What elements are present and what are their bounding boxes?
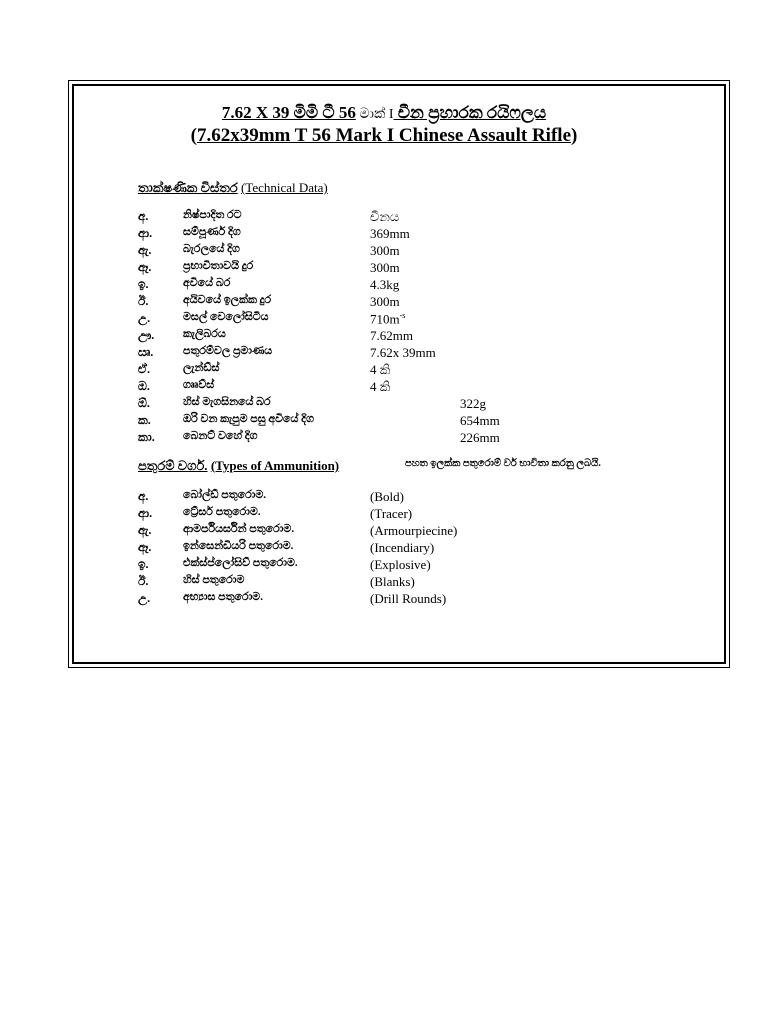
technical-heading-en: (Technical Data) xyxy=(240,180,328,195)
technical-row-value: $710m^{-s}$ xyxy=(370,311,406,327)
title-english-open: ( xyxy=(190,125,197,146)
ammunition-row-number: අ. xyxy=(138,489,149,503)
technical-row-number: ඔ. xyxy=(138,379,150,393)
ammunition-heading-en: (Types of Ammunition) xyxy=(210,458,340,473)
technical-row-number: ඇ. xyxy=(138,243,152,257)
technical-heading xyxy=(138,180,328,196)
technical-row-number: ඈ. xyxy=(138,260,152,274)
ammunition-heading xyxy=(138,458,339,474)
technical-row-label: හිස් මැගසිනයේ බර xyxy=(183,396,271,408)
technical-row-value: 300m xyxy=(370,243,400,258)
technical-row-number: ඊ. xyxy=(138,294,149,308)
technical-row-label: ගෲව්ස් xyxy=(183,379,215,391)
technical-row-number: ඌ. xyxy=(138,328,155,342)
ammunition-row-value: (Incendiary) xyxy=(370,540,435,555)
ammunition-row-label: බෝල්ඩ් පතුරොම. xyxy=(183,489,267,501)
technical-row-number: ඕ. xyxy=(138,396,150,410)
title-english-inner: 7.62x39mm T 56 Mark I Chinese Assault Rifle xyxy=(196,125,572,146)
ammunition-row-number: ඈ. xyxy=(138,540,152,554)
ammunition-row-value: (Explosive) xyxy=(370,557,431,572)
technical-row-value: 226mm xyxy=(460,430,500,445)
technical-row-value: 4 කි xyxy=(370,379,391,394)
technical-row-value: 369mm xyxy=(370,226,410,241)
technical-row-value: 654mm xyxy=(460,413,500,428)
technical-row-value: චීනය xyxy=(370,209,400,224)
technical-row-number: ක. xyxy=(138,413,151,427)
ammunition-row-label: අභ්‍යාස පතුරොම. xyxy=(183,591,263,603)
technical-row-value: 7.62mm xyxy=(370,328,413,343)
ammunition-row-value: (Blanks) xyxy=(370,574,415,589)
technical-row-value: 4 කි xyxy=(370,362,391,377)
ammunition-row-value: (Bold) xyxy=(370,489,404,504)
technical-row-number: ආ. xyxy=(138,226,153,240)
technical-row-label: කැලිබරය xyxy=(183,328,226,340)
title-english xyxy=(0,125,768,147)
technical-row-number: ඉ. xyxy=(138,277,149,291)
technical-row-value: 7.62x 39mm xyxy=(370,345,436,360)
ammunition-note: පහත ඉලක්ක පතුරොම් වර් භාවිතා කරනු ලබයි. xyxy=(405,458,601,469)
ammunition-row-label: එක්ස්ප්ලෝසිව් පතුරොම. xyxy=(183,557,298,569)
ammunition-row-number: උ. xyxy=(138,591,151,605)
technical-row-label: ප්‍රභාවිතාවයි දුර xyxy=(183,260,254,272)
technical-row-value: 300m xyxy=(370,260,400,275)
technical-row-label: පතුරම්වල ප්‍රමාණය xyxy=(183,345,273,357)
technical-row-value-superscript: -s xyxy=(399,311,406,320)
title-english-close: ) xyxy=(571,125,578,146)
technical-row-label: අයිවයේ ඉලක්ක දුර xyxy=(183,294,272,306)
technical-row-number: අ. xyxy=(138,209,149,223)
ammunition-row-number: ඉ. xyxy=(138,557,149,571)
technical-row-label: සම්පූර්ණ දිග xyxy=(183,226,241,238)
technical-row-value: 300m xyxy=(370,294,400,309)
title-sinhala-suffix: චීන ප්‍රහාරක රයිෆලය xyxy=(393,103,547,122)
technical-row-label: මසල් වෙලෝසිටිය xyxy=(183,311,269,323)
technical-row-label: නිෂ්පාදිත රට xyxy=(183,209,242,221)
technical-row-label: ලැන්ඩ්ස් xyxy=(183,362,220,374)
technical-row-number: ඍ. xyxy=(138,345,154,359)
title-sinhala-mid: මාක් I xyxy=(355,107,394,122)
title-sinhala xyxy=(0,103,768,123)
technical-row-label: ඔරි වන කැපුම පසු අවියේ දිග xyxy=(183,413,314,425)
ammunition-row-value: (Armourpiecine) xyxy=(370,523,458,538)
ammunition-row-label: ආමර්පියර්සින් පතුරොම. xyxy=(183,523,295,535)
ammunition-row-label: ඉන්සෙන්ඩියරි පතුරොම. xyxy=(183,540,294,552)
technical-row-label: බෙනට් වහේ දිග xyxy=(183,430,258,442)
ammunition-row-number: ඇ. xyxy=(138,523,152,537)
technical-heading-si: තාක්ෂණික විස්තර xyxy=(138,180,238,195)
ammunition-heading-si: පතුරම් වර්ග. xyxy=(138,458,208,473)
technical-row-label: බැරලයේ දිග xyxy=(183,243,240,255)
technical-row-value: 4.3kg xyxy=(370,277,400,292)
ammunition-row-number: ඊ. xyxy=(138,574,149,588)
technical-row-number: කා. xyxy=(138,430,155,444)
ammunition-row-label: හිස් පතුරොම xyxy=(183,574,245,586)
technical-row-label: අවියේ බර xyxy=(183,277,231,289)
ammunition-row-value: (Drill Rounds) xyxy=(370,591,447,606)
technical-row-number: ඒ. xyxy=(138,362,150,376)
technical-row-number: උ. xyxy=(138,311,151,325)
ammunition-row-value: (Tracer) xyxy=(370,506,413,521)
title-sinhala-prefix: 7.62 X 39 මිමි ටී 56 xyxy=(221,103,356,122)
ammunition-row-number: ආ. xyxy=(138,506,153,520)
ammunition-row-label: ට්‍රේසර් පතුරොම. xyxy=(183,506,261,518)
technical-row-value: 322g xyxy=(460,396,486,411)
